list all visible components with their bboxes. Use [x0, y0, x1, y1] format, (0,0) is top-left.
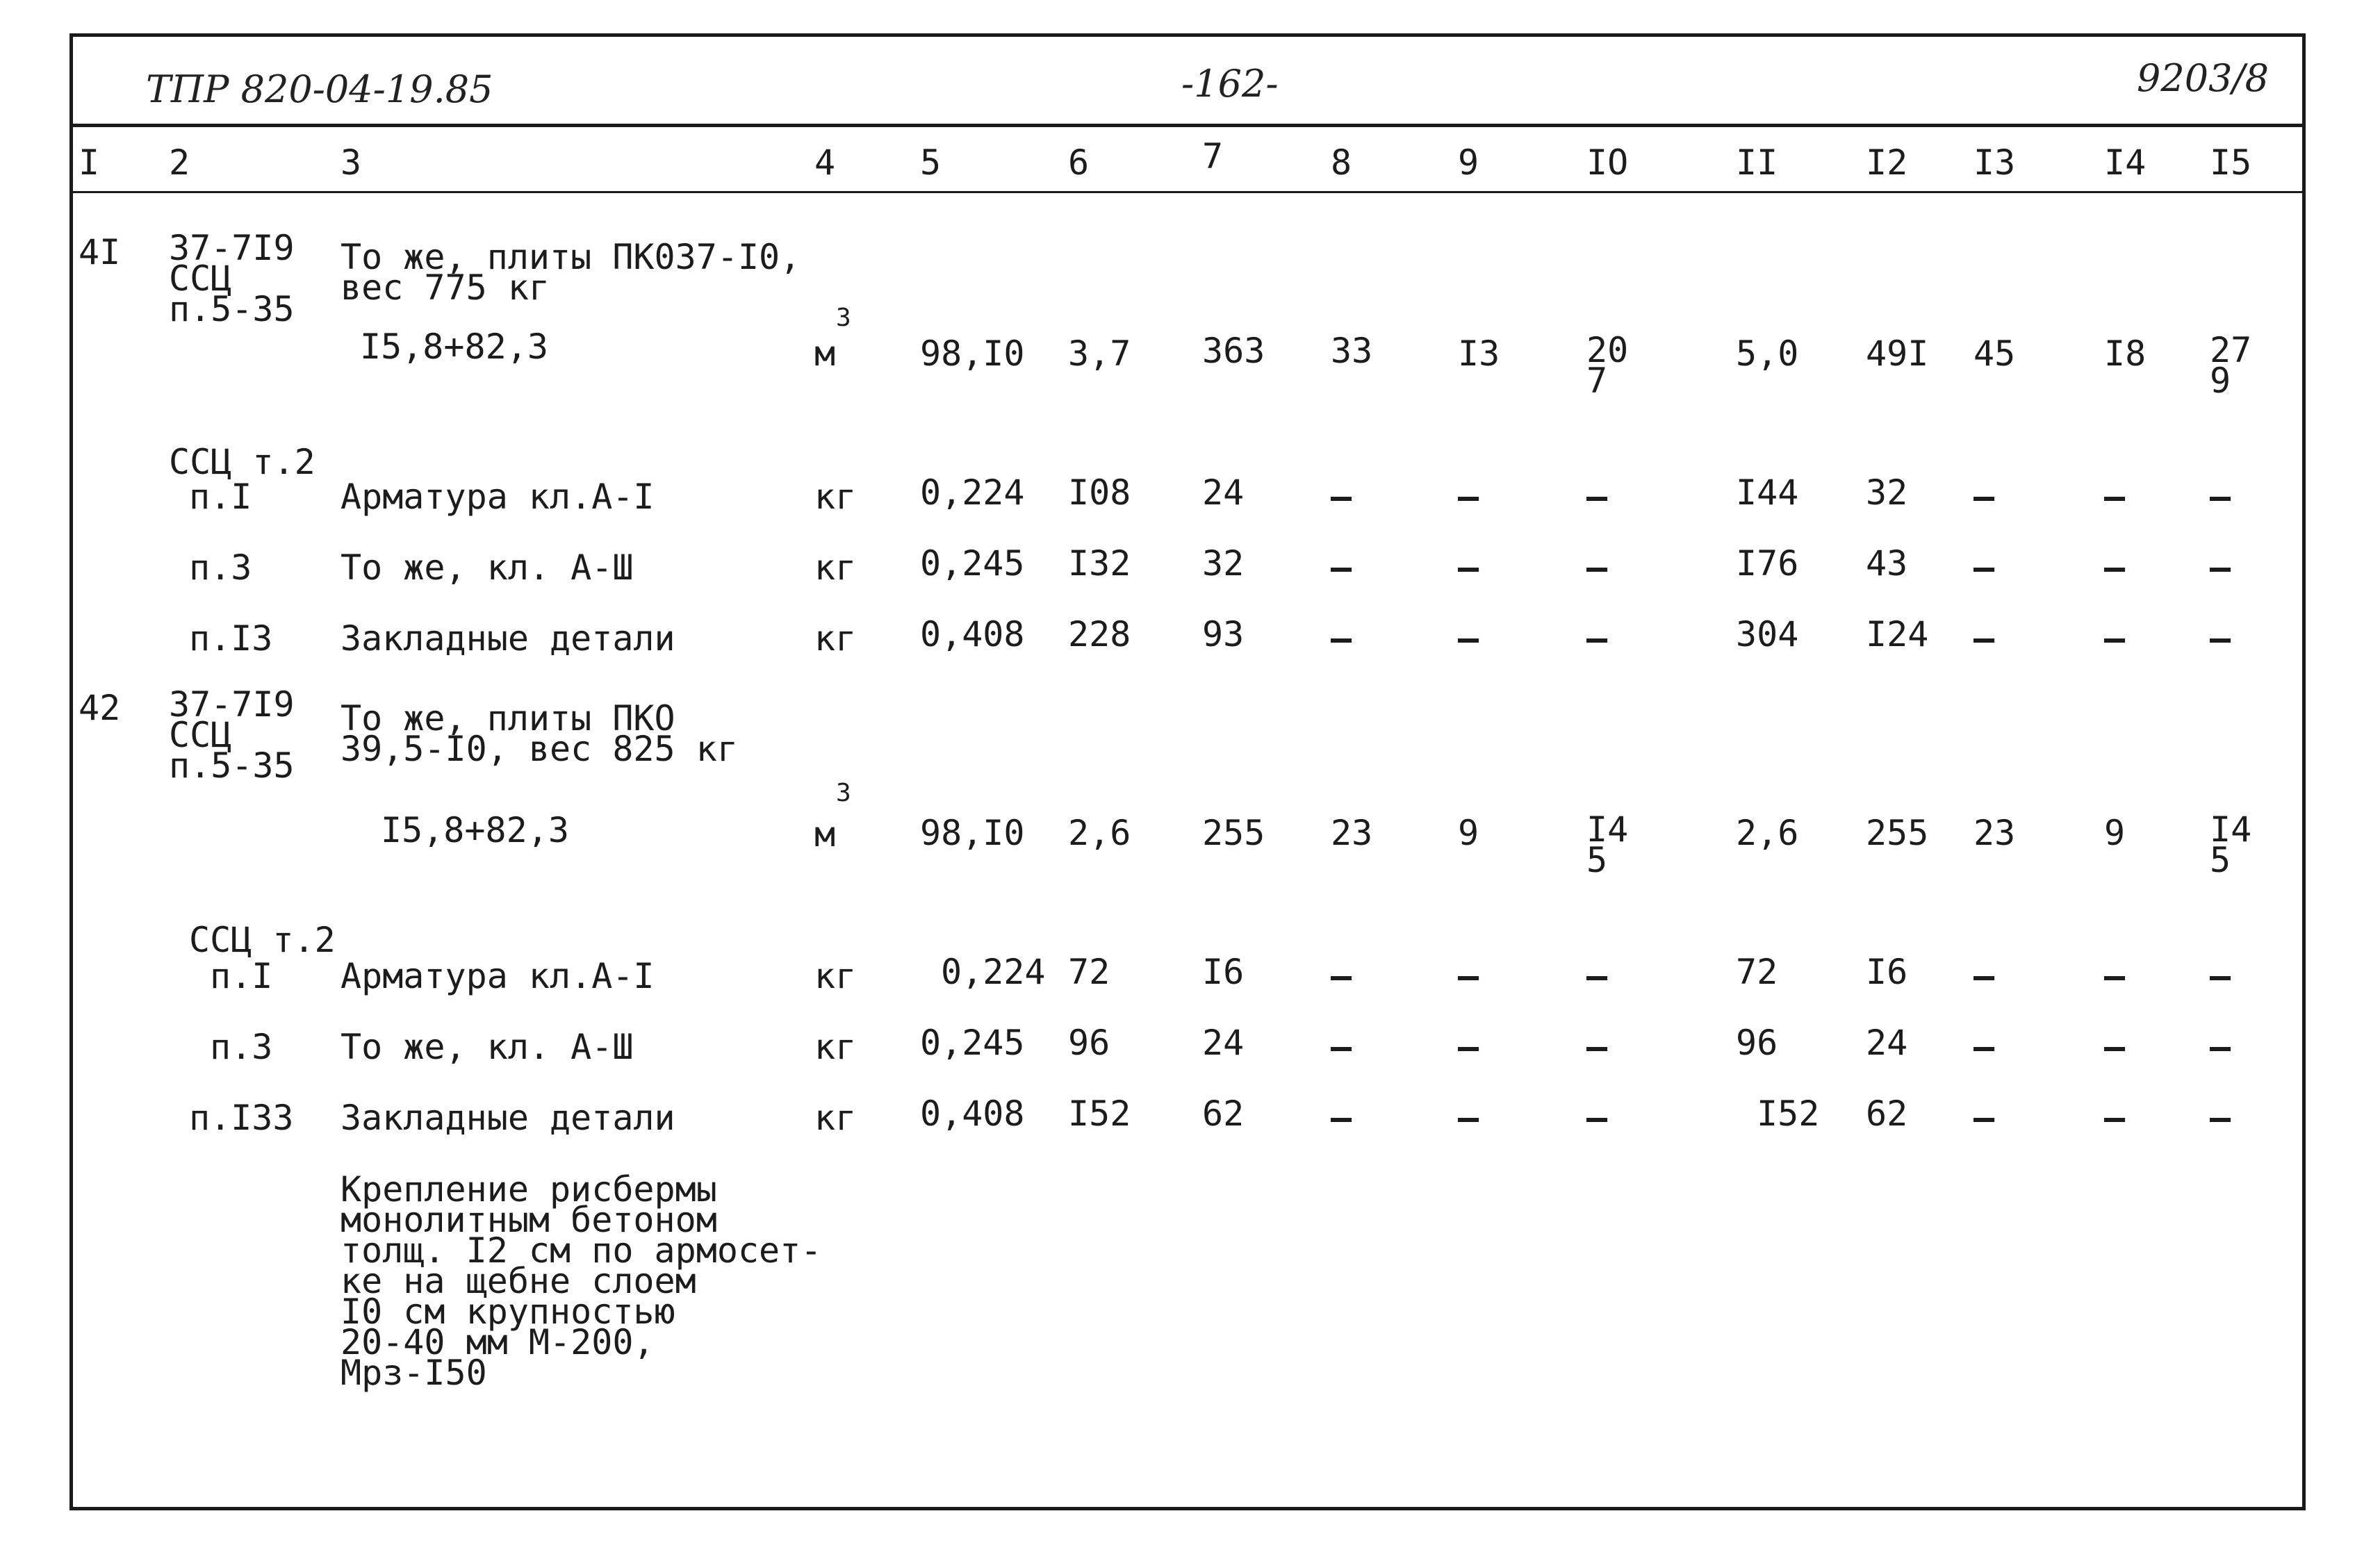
row-reference: п.I — [210, 956, 273, 996]
value-cell: 62 — [1866, 1094, 1908, 1134]
value-cell: – — [1973, 477, 1995, 517]
value-cell: 255 — [1866, 813, 1929, 853]
reference-group: ССЦ т.2 — [169, 442, 315, 482]
value-cell: I4 5 — [1586, 809, 1629, 880]
value-cell: I24 — [1866, 614, 1929, 654]
value-cell: 9 — [2104, 813, 2126, 853]
value-cell: – — [1458, 547, 1479, 588]
unit-superscript: 3 — [836, 779, 851, 807]
row-unit: кг — [814, 956, 857, 996]
column-number: I5 — [2210, 142, 2252, 183]
value-cell: 23 — [1973, 813, 2016, 853]
value-cell: 49I — [1866, 333, 1929, 374]
item-reference: 37-7I9 ССЦ п.5-35 — [169, 228, 295, 329]
value-cell: – — [1458, 1027, 1479, 1067]
row-name: Закладные детали — [340, 618, 675, 659]
value-cell: 0,245 — [920, 1023, 1025, 1063]
value-cell: 98,I0 — [920, 813, 1025, 853]
value-cell: 228 — [1068, 614, 1131, 654]
value-cell: 0,224 — [941, 952, 1046, 992]
value-cell: 24 — [1866, 1023, 1908, 1063]
value-cell: 32 — [1202, 543, 1245, 584]
value-cell: 363 — [1202, 331, 1265, 371]
item-unit — [814, 814, 836, 855]
value-cell: – — [1586, 618, 1608, 659]
item-name: То же, плиты ПКО 39,5-I0, вес 825 кг — [340, 698, 738, 769]
row-name: Арматура кл.А-I — [340, 956, 655, 996]
column-number: I3 — [1973, 142, 2016, 183]
row-reference: п.I33 — [189, 1098, 294, 1138]
value-cell: – — [1973, 1098, 1995, 1138]
value-cell: – — [2104, 547, 2126, 588]
value-cell: 33 — [1331, 331, 1373, 371]
item-name: То же, плиты ПК037-I0, вес 775 кг — [340, 237, 801, 308]
row-unit: кг — [814, 1027, 857, 1067]
item-number: 4I — [79, 232, 121, 272]
row-name: Закладные детали — [340, 1098, 675, 1138]
value-cell: 24 — [1202, 472, 1245, 513]
value-cell: I32 — [1068, 543, 1131, 584]
value-cell: – — [1458, 1098, 1479, 1138]
row-name: Арматура кл.А-I — [340, 477, 655, 517]
value-cell: I6 — [1202, 952, 1245, 992]
value-cell: – — [1331, 956, 1352, 996]
value-cell: – — [2104, 618, 2126, 659]
column-number: I2 — [1866, 142, 1908, 183]
value-cell: I8 — [2104, 333, 2147, 374]
value-cell: – — [1331, 1027, 1352, 1067]
page-number: -162- — [1181, 62, 1279, 106]
value-cell: – — [1331, 477, 1352, 517]
value-cell: 96 — [1736, 1023, 1778, 1063]
value-cell: – — [2210, 1098, 2231, 1138]
value-cell: 0,408 — [920, 614, 1025, 654]
value-cell: – — [1458, 618, 1479, 659]
value-cell: – — [1973, 618, 1995, 659]
value-cell: 96 — [1068, 1023, 1110, 1063]
value-cell: I4 5 — [2210, 809, 2252, 880]
value-cell: 0,245 — [920, 543, 1025, 584]
value-cell: – — [1331, 618, 1352, 659]
column-number: II — [1736, 142, 1778, 183]
value-cell: 5,0 — [1736, 333, 1799, 374]
value-cell: – — [1973, 1027, 1995, 1067]
value-cell: – — [1331, 1098, 1352, 1138]
value-cell: – — [1973, 956, 1995, 996]
value-cell: I6 — [1866, 952, 1908, 992]
column-number: 6 — [1068, 142, 1090, 183]
value-cell: I44 — [1736, 472, 1799, 513]
column-number: 2 — [169, 142, 190, 183]
column-number: 3 — [340, 142, 362, 183]
value-cell: 3,7 — [1068, 333, 1131, 374]
reference-group: ССЦ т.2 — [189, 920, 336, 960]
value-cell: 43 — [1866, 543, 1908, 584]
value-cell: – — [2104, 956, 2126, 996]
value-cell: 9 — [1458, 813, 1479, 853]
row-reference: п.3 — [210, 1027, 273, 1067]
value-cell: – — [1458, 477, 1479, 517]
row-name: То же, кл. А-Ш — [340, 547, 634, 588]
value-cell: I52 — [1068, 1094, 1131, 1134]
column-header-divider — [73, 191, 2302, 193]
value-cell: 0,408 — [920, 1094, 1025, 1134]
value-cell: 23 — [1331, 813, 1373, 853]
value-cell: – — [2104, 1098, 2126, 1138]
document-code: ТПР 820-04-19.85 — [146, 67, 493, 111]
value-cell: 0,224 — [920, 472, 1025, 513]
value-cell: 24 — [1202, 1023, 1245, 1063]
value-cell: – — [1586, 547, 1608, 588]
value-cell: – — [2210, 1027, 2231, 1067]
value-cell: – — [1586, 1027, 1608, 1067]
value-cell: – — [1458, 956, 1479, 996]
value-cell: 62 — [1202, 1094, 1245, 1134]
row-unit: кг — [814, 1098, 857, 1138]
column-number: 5 — [920, 142, 942, 183]
value-cell: 93 — [1202, 614, 1245, 654]
item-unit — [814, 333, 836, 374]
value-cell: 45 — [1973, 333, 2016, 374]
value-cell: 20 7 — [1586, 330, 1629, 401]
value-cell: 255 — [1202, 813, 1265, 853]
row-reference: п.I — [189, 477, 252, 517]
column-number: IO — [1586, 142, 1629, 183]
value-cell: I52 — [1757, 1094, 1820, 1134]
value-cell: – — [2104, 1027, 2126, 1067]
value-cell: – — [2210, 477, 2231, 517]
value-cell: – — [2210, 547, 2231, 588]
item-reference: 37-7I9 ССЦ п.5-35 — [169, 684, 295, 786]
value-cell: 98,I0 — [920, 333, 1025, 374]
column-number: 7 — [1202, 136, 1224, 176]
column-number: 9 — [1458, 142, 1479, 183]
row-reference: п.3 — [189, 547, 252, 588]
value-cell: I76 — [1736, 543, 1799, 584]
column-number: I4 — [2104, 142, 2147, 183]
value-cell: 27 9 — [2210, 330, 2252, 401]
column-number: 8 — [1331, 142, 1352, 183]
value-cell: – — [2210, 618, 2231, 659]
item-formula: I5,8+82,3 — [360, 327, 548, 367]
unit-text: м — [814, 333, 836, 374]
value-cell: – — [2104, 477, 2126, 517]
value-cell: – — [1586, 1098, 1608, 1138]
row-reference: п.I3 — [189, 618, 273, 659]
value-cell: 32 — [1866, 472, 1908, 513]
value-cell: I08 — [1068, 472, 1131, 513]
value-cell: 2,6 — [1736, 813, 1799, 853]
row-unit: кг — [814, 547, 857, 588]
column-number: 4 — [814, 142, 836, 183]
value-cell: 72 — [1068, 952, 1110, 992]
value-cell: – — [1586, 956, 1608, 996]
value-cell: I3 — [1458, 333, 1500, 374]
column-number: I — [79, 142, 100, 183]
sheet-number: 9203/8 — [2137, 56, 2269, 100]
value-cell: – — [2210, 956, 2231, 996]
section-note: Крепление рисбермы монолитным бетоном толщ. I2 см по армосет- ке на щебне слоем I0 см крупностью 20-40 мм М-200, Мрз-I50 — [340, 1169, 822, 1393]
value-cell: – — [1586, 477, 1608, 517]
value-cell: 72 — [1736, 952, 1778, 992]
unit-text: м — [814, 814, 836, 855]
row-name: То же, кл. А-Ш — [340, 1027, 634, 1067]
unit-superscript: 3 — [836, 304, 851, 332]
row-unit: кг — [814, 618, 857, 659]
item-number: 42 — [79, 688, 121, 728]
header-divider — [73, 124, 2302, 127]
row-unit: кг — [814, 477, 857, 517]
value-cell: – — [1331, 547, 1352, 588]
item-formula: I5,8+82,3 — [381, 810, 569, 850]
value-cell: 2,6 — [1068, 813, 1131, 853]
value-cell: – — [1973, 547, 1995, 588]
value-cell: 304 — [1736, 614, 1799, 654]
